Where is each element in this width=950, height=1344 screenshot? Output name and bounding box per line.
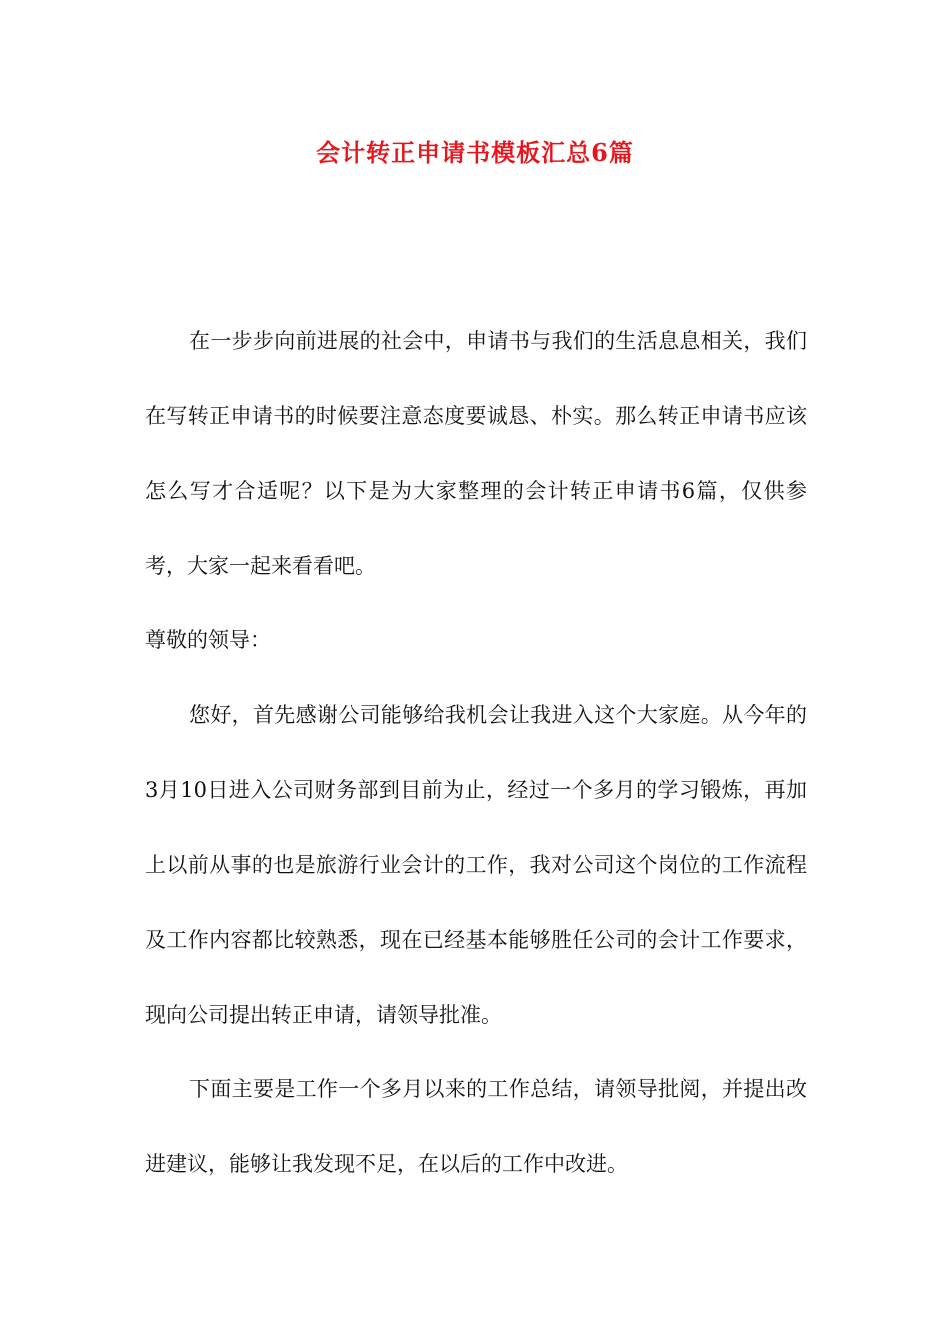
- body-paragraph-1-block: [145, 678, 807, 1053]
- salutation: 尊敬的领导：: [145, 628, 271, 652]
- intro-paragraph: 在一步步向前进展的社会中，申请书与我们的生活息息相关，我们在写转正申请书的时候要注意态度要诚恳、朴实。那么转正申请书应该怎么写才合适呢？以下是为大家整理的会计转正申请书6篇，仅供参考，大家一起来看看吧。: [145, 329, 807, 578]
- body-paragraph-2: 下面主要是工作一个多月以来的工作总结，请领导批阅，并提出改进建议，能够让我发现不足，在以后的工作中改进。: [145, 1077, 807, 1176]
- intro-paragraph-block: [145, 304, 807, 604]
- salutation-block: [145, 603, 807, 678]
- body-paragraph-1: 您好，首先感谢公司能够给我机会让我进入这个大家庭。从今年的3月10日进入公司财务部到目前为止，经过一个多月的学习锻炼，再加上以前从事的也是旅游行业会计的工作，我对公司这个岗位的工作流程及工作内容都比较熟悉，现在已经基本能够胜任公司的会计工作要求，现向公司提出转正申请，请领导批准。: [145, 703, 807, 1027]
- document-title: 会计转正申请书模板汇总6篇: [316, 138, 634, 167]
- body-paragraph-2-block: [145, 1052, 807, 1202]
